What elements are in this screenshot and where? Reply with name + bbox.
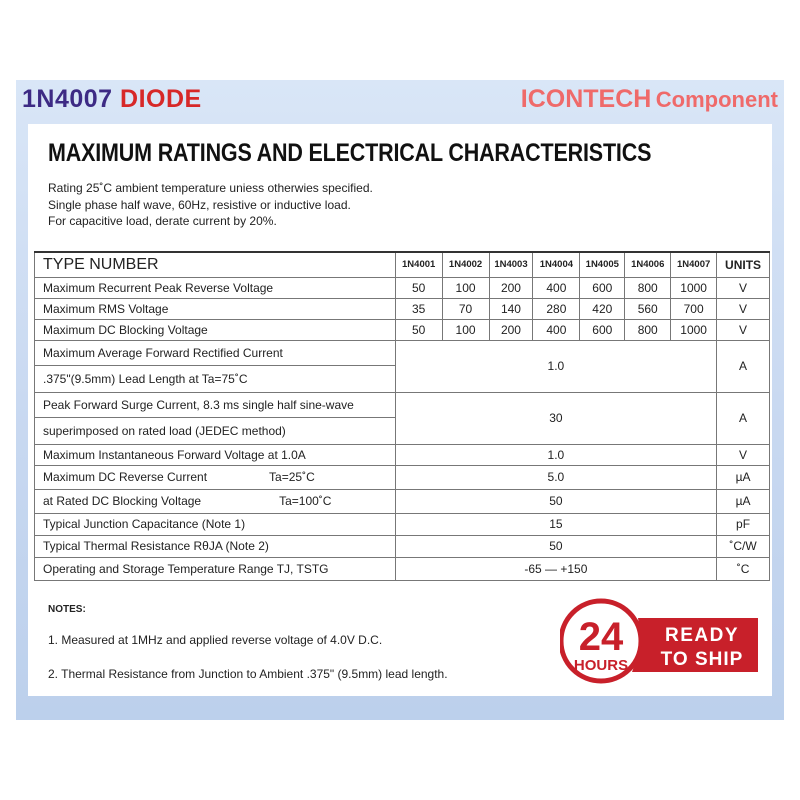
table-cell: 50 [395,489,716,513]
condition-text: Ta=100˚C [279,494,332,508]
row-label: Operating and Storage Temperature Range TJ, TSTG [35,557,396,580]
table-cell: 30 [395,392,716,444]
row-label: Maximum Instantaneous Forward Voltage at 1.0A [35,444,396,465]
table-row [35,535,770,557]
reverse-current-label: Maximum DC Reverse Current [43,470,208,484]
badge-number: 24 [578,615,624,659]
row-label [35,465,396,489]
unit-cell: V [717,298,770,319]
unit-cell: µA [717,489,770,513]
reverse-current-label: at Rated DC Blocking Voltage [43,494,202,508]
unit-cell: V [717,444,770,465]
table-cell: 100 [442,277,489,298]
column-header-1n4002: 1N4002 [442,252,489,277]
table-cell: 35 [395,298,442,319]
table-cell: 1.0 [395,444,716,465]
table-header-row [35,252,770,277]
row-label: Typical Thermal Resistance RθJA (Note 2) [35,535,396,557]
brand-title [521,85,778,114]
column-header-1n4003: 1N4003 [489,252,533,277]
unit-cell: µA [717,465,770,489]
table-row [35,298,770,319]
table-row [35,465,770,489]
row-label: Typical Junction Capacitance (Note 1) [35,513,396,535]
product-kind: DIODE [120,85,202,113]
table-cell: 700 [671,298,717,319]
intro-line: Single phase half wave, 60Hz, resistive or inductive load. [48,197,351,212]
table-cell: 200 [489,319,533,340]
table-cell: 800 [625,277,671,298]
note-item: 2. Thermal Resistance from Junction to Ambient .375" (9.5mm) lead length. [48,667,448,681]
table-cell: 50 [395,319,442,340]
table-cell: 1000 [671,319,717,340]
badge-line2: TO SHIP [660,649,744,670]
table-row [35,489,770,513]
table-cell: 200 [489,277,533,298]
unit-cell: V [717,319,770,340]
table-cell: 50 [395,277,442,298]
type-number-header: TYPE NUMBER [35,252,396,277]
product-title [22,85,202,114]
column-header-1n4005: 1N4005 [580,252,625,277]
intro-text [48,180,373,230]
table-row [35,444,770,465]
row-label: superimposed on rated load (JEDEC method) [35,417,396,444]
table-cell: 70 [442,298,489,319]
unit-cell: ˚C/W [717,535,770,557]
row-label [35,489,396,513]
row-label: Maximum Recurrent Peak Reverse Voltage [35,277,396,298]
condition-text: Ta=25˚C [269,470,315,484]
datasheet-title: MAXIMUM RATINGS AND ELECTRICAL CHARACTERISTICS [48,139,652,167]
unit-cell: pF [717,513,770,535]
column-header-1n4007: 1N4007 [671,252,717,277]
row-label: Maximum Average Forward Rectified Current [35,340,396,365]
badge-line1: READY [664,625,740,646]
note-item: 1. Measured at 1MHz and applied reverse voltage of 4.0V D.C. [48,633,383,647]
ratings-table [34,251,770,581]
table-cell: 1000 [671,277,717,298]
units-header: UNITS [717,252,770,277]
ready-to-ship-badge [560,596,760,686]
table-cell: 15 [395,513,716,535]
column-header-1n4004: 1N4004 [533,252,580,277]
table-cell: 600 [580,319,625,340]
table-cell: 140 [489,298,533,319]
unit-cell: A [717,392,770,444]
table-row [35,513,770,535]
intro-line: Rating 25˚C ambient temperature uniess otherwies specified. [48,181,373,195]
intro-line: For capacitive load, derate current by 20%. [48,214,277,228]
table-cell: 420 [580,298,625,319]
table-cell: 280 [533,298,580,319]
table-cell: 400 [533,277,580,298]
column-header-1n4001: 1N4001 [395,252,442,277]
table-cell: 100 [442,319,489,340]
row-label: Peak Forward Surge Current, 8.3 ms single half sine-wave [35,392,396,417]
part-number: 1N4007 [22,85,113,113]
notes-heading: NOTES: [48,604,86,615]
table-cell: 5.0 [395,465,716,489]
table-cell: 400 [533,319,580,340]
table-cell: 560 [625,298,671,319]
badge-hours: HOURS [573,657,629,674]
table-cell: 50 [395,535,716,557]
table-row [35,340,770,365]
brand-suffix: Component [655,87,778,112]
unit-cell: A [717,340,770,392]
row-label: .375"(9.5mm) Lead Length at Ta=75˚C [35,365,396,392]
table-row [35,557,770,580]
row-label: Maximum DC Blocking Voltage [35,319,396,340]
unit-cell: ˚C [717,557,770,580]
table-cell: 800 [625,319,671,340]
unit-cell: V [717,277,770,298]
table-row [35,277,770,298]
table-cell: 600 [580,277,625,298]
row-label: Maximum RMS Voltage [35,298,396,319]
notes-section [48,604,448,701]
brand-name: ICONTECH [520,85,652,113]
table-cell: -65 — +150 [395,557,716,580]
table-row [35,392,770,417]
table-cell: 1.0 [395,340,716,392]
table-row [35,319,770,340]
column-header-1n4006: 1N4006 [625,252,671,277]
